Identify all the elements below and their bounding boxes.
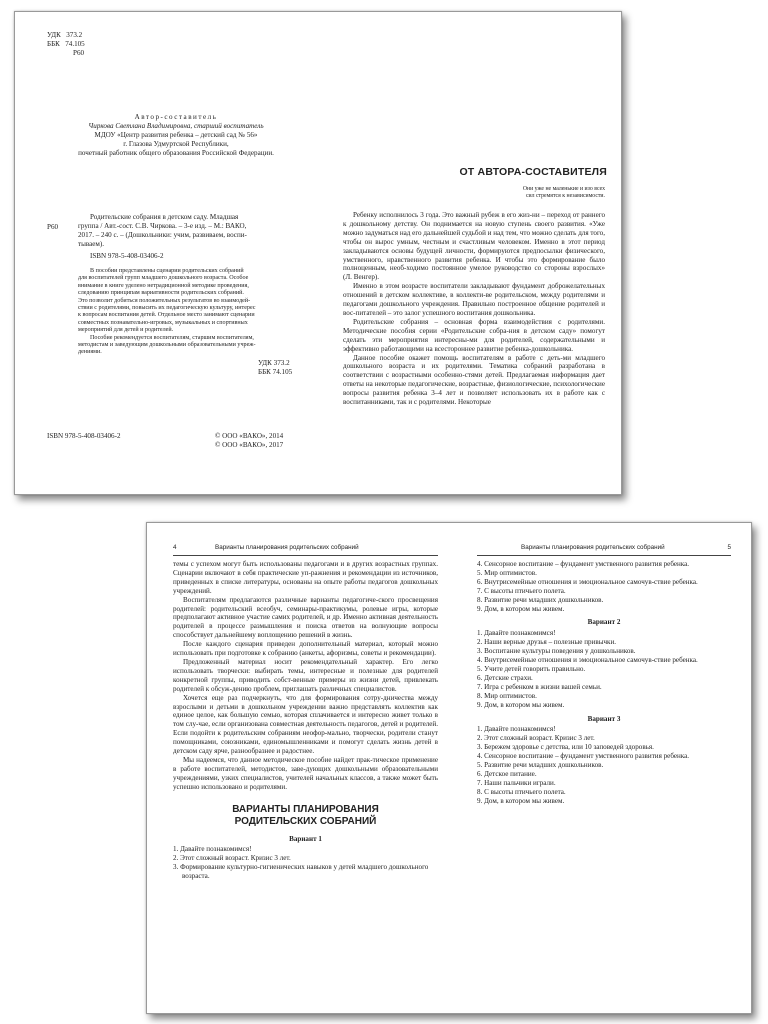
- variant-list: [477, 560, 731, 613]
- list-item: 6. Детские страхи.: [477, 673, 533, 682]
- section-title-line: ВАРИАНТЫ ПЛАНИРОВАНИЯ: [232, 803, 379, 815]
- author-block: [45, 113, 307, 158]
- list-item: 5. Учите детей говорить правильно.: [477, 664, 586, 673]
- book-page-spread-2: [146, 522, 752, 1014]
- running-head-text: Варианты планирования родительских собраний: [521, 544, 665, 551]
- bbk-label: ББК: [47, 39, 60, 48]
- paragraph: Ребенку исполнилось 3 года. Это важный рубеж в его жиз-ни – переход от раннего к дошкольному детству. Он поднимается на новую ступень своего развития. «Уже можно задуматься над его дальнейшей судьбой и над тем, что можно сделать для того, чтобы он вырос умным, честным и счастливым человеком. Именно в этот период закладываются основы будущей личности, формируются предпосылки физического, умственного, нравственного развития ребенка. И чтобы это формирование было полноценным, необ-ходимо постоянное умелое руководство со стороны взрослых» (Л. Венгер).: [343, 211, 605, 282]
- list-item: 5. Развитие речи младших дошкольников.: [477, 761, 604, 770]
- list-item: 1. Давайте познакомимся!: [477, 629, 556, 638]
- annotation: [78, 268, 310, 357]
- list-item: 4. Сенсорное воспитание – фундамент умственного развития ребенка.: [477, 560, 690, 568]
- epigraph-line: сил стремятся к независимости.: [525, 193, 605, 200]
- annotation-line: совместных познавательно-игровых, музыкальных и спортивных: [78, 319, 248, 326]
- paragraph: Родительские собрания – основная форма взаимодействия с родителями. Методические пособия серии «Родительские собра-ния в детском саду» помогут сделать эти мероприятия интересны-ми для родителей, содержательными и эффективно работающими на всестороннее развитие ребенка-дошкольника.: [343, 317, 605, 353]
- list-item: 7. Игра с ребенком в жизни вашей семьи.: [477, 682, 602, 691]
- catalog-codes: [47, 31, 137, 58]
- page-number: 5: [727, 544, 731, 551]
- paragraph: Воспитателям предлагаются различные варианты педагогиче-ского просвещения родителей: родительский всеобуч, семинары-практикумы, ролевые игры, которые предполагают активное участие самих родителей, и др. Именно активная деятельность родителей в процессе размышления и поиска ответов на волнующие вопросы способствует дальнейшему воплощению решений в жизнь.: [173, 595, 438, 640]
- biblio-description: [78, 213, 308, 261]
- list-item: 4. Сенсорное воспитание – фундамент умственного развития ребенка.: [477, 752, 690, 761]
- list-item: 3. Формирование культурно-гигиенических навыков у детей младшего дошкольного возраста.: [173, 863, 429, 881]
- bbk-value: 74.105: [65, 39, 85, 48]
- author-line-2: МДОУ «Центр развития ребенка – детский сад № 56»: [94, 130, 258, 139]
- list-item: 3. Бережем здоровье с детства, или 10 заповедей здоровья.: [477, 743, 654, 752]
- list-item: 8. С высоты птичьего полета.: [477, 787, 566, 796]
- biblio-line: 2017. – 240 с. – (Дошкольники: учим, развиваем, воспи-: [78, 230, 247, 239]
- left-column: [173, 560, 438, 881]
- variant-title: Вариант 1: [289, 834, 322, 843]
- code-label: Р60: [73, 48, 85, 57]
- book-page-spread-1: [14, 11, 622, 495]
- copyright-line: © ООО «ВАКО», 2017: [215, 440, 284, 449]
- variant-list: [477, 629, 731, 709]
- running-head-text: Варианты планирования родительских собраний: [215, 544, 359, 551]
- list-item: 7. С высоты птичьего полета.: [477, 586, 566, 595]
- biblio-code: Р60: [47, 223, 59, 231]
- udk-label: УДК: [47, 31, 61, 39]
- annotation-line: ствии с родителями, повысить их педагогическую культуру, интерес: [78, 305, 256, 312]
- preface-heading: ОТ АВТОРА-СОСТАВИТЕЛЯ: [459, 166, 607, 178]
- author-name-line: Чиркова Светлана Владимировна, старший воспитатель: [88, 121, 264, 130]
- author-caption: Автор-составитель: [134, 113, 218, 121]
- list-item: 2. Этот сложный возраст. Кризис 3 лет.: [477, 734, 595, 743]
- list-item: 1. Давайте познакомимся!: [173, 845, 252, 854]
- left-running-head: [173, 544, 433, 551]
- annotation-line: следованию принципам вариативности родительских собраний.: [78, 290, 244, 297]
- annotation-line: Пособие рекомендуется воспитателям, старшим воспитателям,: [90, 334, 254, 341]
- list-item: 8. Мир оптимистов.: [477, 691, 537, 700]
- list-item: 7. Наши пальчики играли.: [477, 778, 556, 787]
- isbn-bottom: ISBN 978-5-408-03406-2: [47, 432, 121, 440]
- author-line-4: почетный работник общего образования Российской Федерации.: [78, 148, 274, 157]
- section-title-line: РОДИТЕЛЬСКИХ СОБРАНИЙ: [234, 815, 377, 827]
- udk-value: 373.2: [66, 31, 83, 39]
- paragraph: Именно в этом возрасте воспитатели закладывают фундамент доброжелательных отношений в детском коллективе, в коллекти-ве родительском, между родителями и педагогами дошкольного учреждения. Правильно построенное общение родителей и вос-питателей – это залог успешного воспитания дошкольника.: [343, 282, 605, 317]
- paragraph: Хочется еще раз подчеркнуть, что для формирования сотру-дничества между взрослыми и детьми в дошкольном учреждении важно представлять коллектив как единое целое, как большую семью, которая сплачивается и интересно живет только в том слу-чае, если организована совместная деятельность педагогов, детей и родителей. Если подойти к родительским собраниям неофор-мально, творчески, родители станут помощниками, союзниками, единомышленниками и помогут сделать жизнь детей в детском саду ярче, разнообразнее и радостнее.: [173, 693, 438, 756]
- annotation-line: Это позволит добиться положительных результатов во взаимодей-: [78, 297, 251, 304]
- list-item: 8. Развитие речи младших дошкольников.: [477, 595, 604, 604]
- variant-title: Вариант 3: [587, 714, 621, 723]
- paragraph: После каждого сценария приведен дополнительный материал, который можно использовать при подготовке к собранию (анкеты, афоризмы, советы и рекомендации).: [173, 640, 438, 658]
- list-item: 9. Дом, в котором мы живем.: [477, 796, 565, 805]
- list-item: 6. Детское питание.: [477, 769, 537, 778]
- biblio-line: тываем).: [78, 239, 105, 248]
- variant-title: Вариант 2: [587, 618, 621, 627]
- epigraph-line: Они уже не маленькие и изо всех: [522, 186, 605, 192]
- list-item: 9. Дом, в котором мы живем.: [477, 604, 565, 613]
- paragraph: Данное пособие окажет помощь воспитателям в работе с деть-ми младшего дошкольного возраста и их родителями. Тематика собраний разработана в соответствии с возрастными особенно-стями детей. Предлагаемая информация дает ответы на некоторые педагогические, возрастные, физиологические, психологические вопросы развития ребенка 3–4 лет и позволяет использовать их в работе как с воспитанниками, так и с родителями. Некоторые: [343, 353, 605, 407]
- copyright-line: © ООО «ВАКО», 2014: [215, 432, 284, 440]
- section-title: [173, 804, 438, 828]
- annotation-line: мероприятий для детей и родителей.: [78, 327, 174, 334]
- header-rule: [477, 555, 731, 556]
- udk-bbk-bottom: [258, 359, 318, 377]
- variant-list: [173, 845, 438, 881]
- page-number: 4: [173, 544, 177, 551]
- right-column: [477, 560, 731, 806]
- annotation-line: методистам и заведующим дошкольными образовательными учреж-: [78, 342, 256, 349]
- annotation-line: дениями.: [78, 349, 102, 356]
- annotation-line: В пособии представлены сценарии родительских собраний: [90, 268, 244, 274]
- list-item: 4. Внутрисемейные отношения и эмоциональное самочув-ствие ребенка.: [477, 656, 698, 665]
- isbn-line: ISBN 978-5-408-03406-2: [90, 251, 164, 260]
- list-item: 5. Мир оптимистов.: [477, 568, 537, 577]
- list-item: 6. Внутрисемейные отношения и эмоциональное самочув-ствие ребенка.: [477, 577, 698, 586]
- copyright-block: [215, 432, 325, 450]
- preface-body: [343, 211, 605, 407]
- list-item: 1. Давайте познакомимся!: [477, 725, 556, 734]
- biblio-line: группа / Авт.-сост. С.В. Чиркова. – 3-е изд. – М.: ВАКО,: [78, 221, 247, 230]
- annotation-line: к вопросам воспитания детей. Отдельное место занимают сценарии: [78, 312, 255, 319]
- header-rule: [173, 555, 438, 556]
- paragraph: темы с успехом могут быть использованы педагогами и в других возрастных группах. Сценарии включают в себя практические уп-ражнения и рекомендации из источников, приведенных в списке литературы, основаны на опыте работы педагогов дошкольных учреждений.: [173, 560, 438, 595]
- list-item: 3. Воспитание культуры поведения у дошкольников.: [477, 647, 636, 656]
- biblio-line: Родительские собрания в детском саду. Младшая: [90, 213, 239, 221]
- author-line-3: г. Глазова Удмуртской Республики,: [123, 139, 229, 148]
- list-item: 9. Дом, в котором мы живем.: [477, 700, 565, 709]
- bbk-bottom: ББК 74.105: [258, 367, 293, 376]
- list-item: 2. Наши верные друзья – полезные привычки.: [477, 638, 617, 647]
- variant-list: [477, 725, 731, 805]
- udk-bottom: УДК 373.2: [258, 359, 290, 367]
- paragraph: Мы надеемся, что данное методическое пособие найдет прак-тическое применение в работе воспитателей, методистов, заве-дующих дошкольными образовательными учреждениями, узких специалистов, учителей начальных классов, а также может быть успешно использовано и родителями.: [173, 755, 438, 791]
- epigraph: [415, 186, 605, 200]
- annotation-line: внимание в книге уделено нетрадиционной методике проведения,: [78, 282, 249, 289]
- annotation-line: для воспитателей групп младшего дошкольного возраста. Особое: [78, 275, 249, 282]
- list-item: 2. Этот сложный возраст. Кризис 3 лет.: [173, 854, 291, 863]
- paragraph: Предложенный материал носит рекомендательный характер. Его легко использовать творчески: выбирать темы, интересные и полезные для родителей конкретной группы, приводить собст-венные примеры из жизни детей, привлекать родителей к обсуж-дению проблем, приглашать различных специалистов.: [173, 657, 438, 693]
